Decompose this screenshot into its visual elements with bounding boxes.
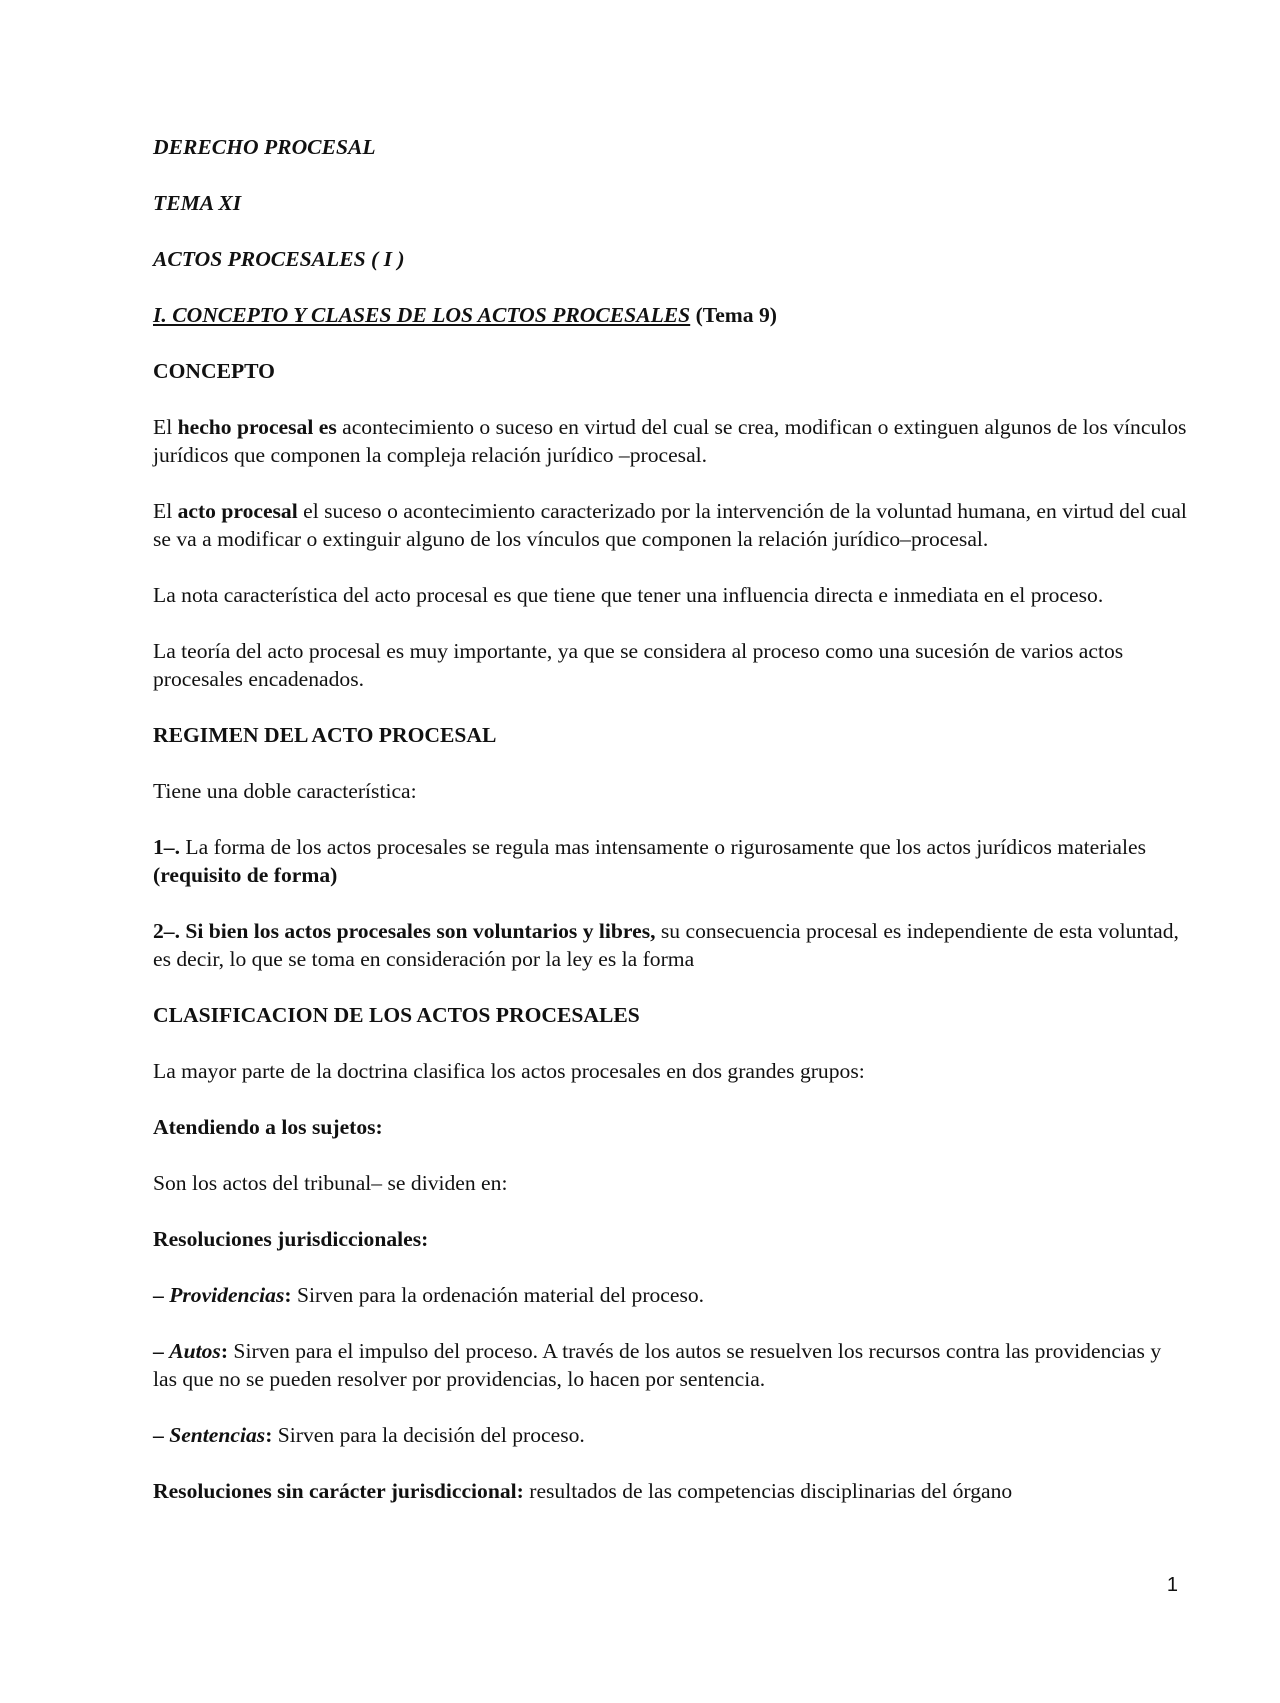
- doc-title: [153, 133, 1188, 161]
- sent-colon: :: [265, 1423, 273, 1447]
- p2-bold: acto procesal: [177, 499, 298, 523]
- paragraph-nota: La nota característica del acto procesal es que tiene que tener una influencia directa e inmediata en el proceso.: [153, 583, 1104, 607]
- list-item-2: [153, 917, 1188, 973]
- item1-number: 1–.: [153, 835, 180, 859]
- autos-colon: :: [220, 1339, 229, 1363]
- sent-text: Sirven para la decisión del proceso.: [272, 1423, 585, 1447]
- sin-caracter-text: resultados de las competencias disciplinarias del órgano: [523, 1479, 1013, 1503]
- p1-rest: acontecimiento o suceso en virtud del cual se crea, modifican o extinguen algunos de los vínculos jurídicos que componen la compleja relación jurídico –procesal.: [153, 415, 1187, 467]
- prov-colon: :: [284, 1283, 292, 1307]
- list-item-autos: [153, 1337, 1188, 1393]
- title-subject: DERECHO PROCESAL: [153, 135, 376, 159]
- section-title: I. CONCEPTO Y CLASES DE LOS ACTOS PROCESALES: [153, 303, 691, 327]
- sujetos-heading-text: Atendiendo a los sujetos:: [153, 1115, 383, 1139]
- prov-term: Providencias: [169, 1283, 285, 1307]
- title-topic: TEMA XI: [153, 191, 242, 215]
- item1-bold: (requisito de forma): [153, 863, 338, 887]
- autos-text: Sirven para el impulso del proceso. A través de los autos se resuelven los recursos contra las providencias y las que no se pueden resolver por providencias, lo hacen por sentencia.: [153, 1339, 1162, 1391]
- concepto-heading: [153, 357, 1188, 385]
- paragraph-tribunal: Son los actos del tribunal– se dividen en:: [153, 1171, 508, 1195]
- paragraph-doble: Tiene una doble característica:: [153, 779, 417, 803]
- resoluciones-heading-text: Resoluciones jurisdiccionales:: [153, 1227, 429, 1251]
- p1-bold: hecho procesal es: [177, 415, 337, 439]
- regimen-heading: [153, 721, 1188, 749]
- concepto-heading-text: CONCEPTO: [153, 359, 275, 383]
- item2-bold: 2–. Si bien los actos procesales son voluntarios y libres,: [153, 919, 656, 943]
- doc-topic: [153, 189, 1188, 217]
- doc-subtitle: [153, 245, 1188, 273]
- clasificacion-heading-text: CLASIFICACION DE LOS ACTOS PROCESALES: [153, 1003, 640, 1027]
- prov-dash: –: [153, 1283, 170, 1307]
- sent-dash: –: [153, 1423, 170, 1447]
- prov-text: Sirven para la ordenación material del proceso.: [291, 1283, 705, 1307]
- list-item-sentencias: [153, 1421, 1188, 1449]
- paragraph-hecho-procesal: [153, 413, 1188, 469]
- p2-rest: el suceso o acontecimiento caracterizado por la intervención de la voluntad humana, en virtud del cual se va a modificar o extinguir alguno de los vínculos que componen la relación jurídico–procesal.: [153, 499, 1187, 551]
- section-reference: (Tema 9): [690, 303, 777, 327]
- autos-dash: –: [153, 1339, 170, 1363]
- item2-text: su consecuencia procesal es independiente de esta voluntad, es decir, lo que se toma en consideración por la ley es la forma: [153, 919, 1179, 971]
- document-body: [153, 133, 1188, 1533]
- p1-pre: El: [153, 415, 178, 439]
- paragraph-doctrina: La mayor parte de la doctrina clasifica los actos procesales en dos grandes grupos:: [153, 1059, 865, 1083]
- p2-pre: El: [153, 499, 178, 523]
- section-heading: [153, 301, 1188, 329]
- sent-term: Sentencias: [169, 1423, 266, 1447]
- paragraph-teoria: La teoría del acto procesal es muy importante, ya que se considera al proceso como una sucesión de varios actos procesales encadenados.: [153, 639, 1124, 691]
- clasificacion-heading: [153, 1001, 1188, 1029]
- regimen-heading-text: REGIMEN DEL ACTO PROCESAL: [153, 723, 497, 747]
- page-number: 1: [1166, 1574, 1178, 1596]
- title-chapter: ACTOS PROCESALES ( I ): [153, 247, 405, 271]
- item1-text: La forma de los actos procesales se regula mas intensamente o rigurosamente que los actos jurídicos materiales: [180, 835, 1146, 859]
- resoluciones-heading: [153, 1225, 1188, 1253]
- sujetos-heading: [153, 1113, 1188, 1141]
- list-item-1: [153, 833, 1188, 889]
- paragraph-acto-procesal: [153, 497, 1188, 553]
- autos-term: Autos: [169, 1339, 221, 1363]
- paragraph-sin-caracter: [153, 1477, 1188, 1505]
- list-item-providencias: [153, 1281, 1188, 1309]
- sin-caracter-bold: Resoluciones sin carácter jurisdiccional:: [153, 1479, 524, 1503]
